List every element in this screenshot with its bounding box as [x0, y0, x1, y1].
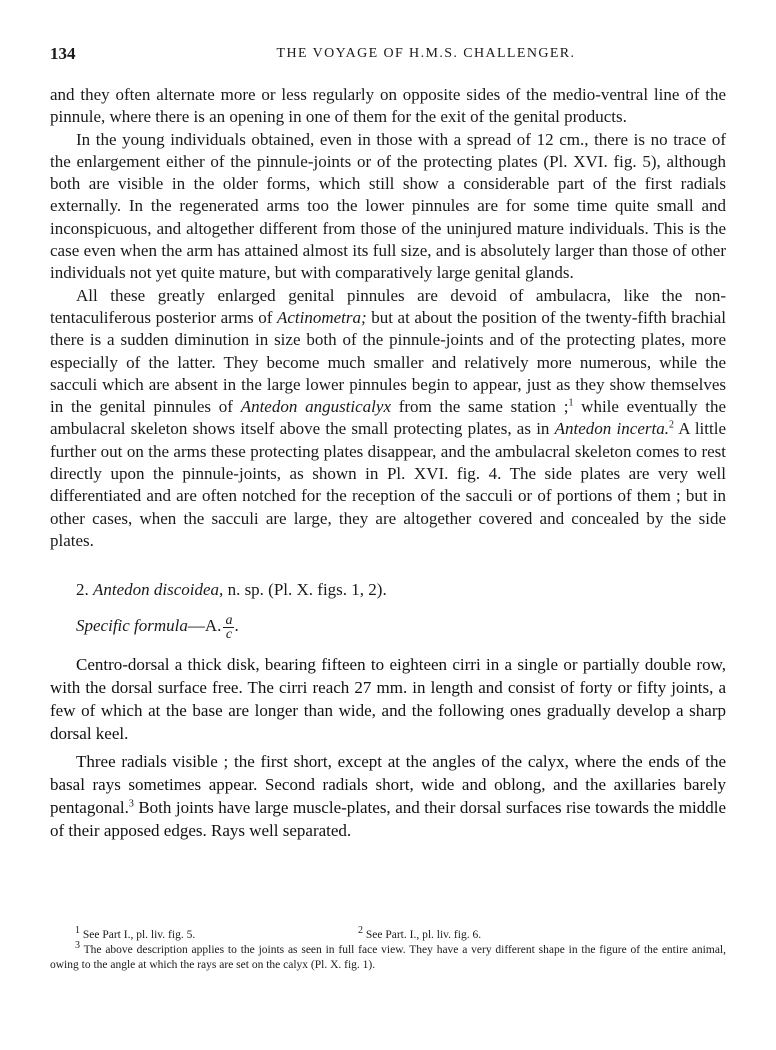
footnote-3: 3 The above description applies to the joints as seen in full face view. They have a very different shape in the figure of the entire animal, owing to the angle at which the rays are set on the calyx (Pl. X. fig. 1).	[50, 940, 726, 971]
footnote-ref-2: 2	[668, 419, 674, 431]
taxon-actinometra: Actinometra;	[276, 307, 367, 327]
species-heading: 2. Antedon discoidea, n. sp. (Pl. X. figs. 1, 2).	[76, 580, 387, 600]
paragraph-radials: Three radials visible ; the first short, except at the angles of the calyx, where the ends of the basal rays sometimes appear. Second radials short, wide and oblong, and the axillaries barely pentagonal.$^3$ Both joints have large muscle-plates, and their dorsal surfaces rise towards the middle of their apposed edges. Rays well separated.	[50, 752, 726, 841]
paragraph-continued: and they often alternate more or less regularly on opposite sides of the medio-ventral line of the pinnule, where there is an opening in one of them for the exit of the genital products.	[50, 85, 726, 127]
page-header	[50, 44, 750, 68]
footnote-2: 2 See Part. I., pl. liv. fig. 6.	[358, 925, 482, 941]
species-description	[50, 653, 726, 842]
species-name: Antedon discoidea,	[93, 580, 224, 600]
paragraph-centro-dorsal: Centro-dorsal a thick disk, bearing fifteen to eighteen cirri in a single or partially double row, with the dorsal surface free. The cirri reach 27 mm. in length and consist of forty or fifty joints, a few of which at the base are longer than wide, and the following ones gradually develop a sharp dorsal keel.	[50, 655, 726, 744]
formula-fraction	[223, 614, 234, 641]
paragraph-genital-pinnules: All these greatly enlarged genital pinnules are devoid of ambulacra, like the non-tentaculiferous posterior arms of Actinometra; but at about the position of the twenty-fifth brachial there is a sudden diminution in size both of the pinnule-joints and of the protecting plates, more especially of the latter. They become much smaller and relatively more numerous, while the sacculi which are absent in the large lower pinnules begin to appear, just as they show themselves in the genital pinnules of Antedon angusticalyx from the same station ;$^1$ while eventually the ambulacral skeleton shows itself above the small protecting plates, as in Antedon incerta.$^2$ A little further out on the arms these protecting plates disappear, and the ambulacral skeleton comes to rest directly upon the pinnule-joints, as shown in Pl. XVI. fig. 4. The side plates are very well differentiated and are often notched for the reception of the sacculi or of portions of them ; but in other cases, when the sacculi are large, they are altogether covered and concealed by the side plates.	[50, 285, 727, 550]
footnote-ref-1: 1	[568, 397, 574, 409]
formula-numerator: a	[225, 612, 233, 628]
specific-formula: Specific formula—A. $\frac{a}{c}$ .	[76, 612, 239, 642]
page-body	[50, 84, 726, 847]
footnote-1: 1 See Part I., pl. liv. fig. 5.	[75, 925, 196, 941]
paragraph-young-individuals: In the young individuals obtained, even in those with a spread of 12 cm., there is no trace of the enlargement either of the pinnule-joints or of the protecting plates (Pl. XVI. fig. 5), although both are visible in the older forms, which still show a considerable part of the first radials externally. In the regenerated arms too the lower pinnules are for some time quite small and inconspicuous, and altogether different from those of the uninjured mature individuals. This is the case even when the arm has attained almost its full size, and is absolutely larger than those of other individuals not yet quite mature, but with comparatively large genital glands.	[50, 129, 726, 283]
footnote-row	[50, 925, 726, 943]
running-title: THE VOYAGE OF H.M.S. CHALLENGER.	[276, 46, 576, 61]
section-gap	[50, 552, 726, 579]
formula-label: Specific formula	[76, 616, 188, 636]
footnotes	[50, 925, 726, 973]
taxon-antedon-incerta: Antedon incerta.	[554, 419, 669, 439]
page-number: 134	[50, 44, 76, 63]
formula-denominator: c	[225, 626, 233, 642]
footnote-ref-3: 3	[128, 798, 134, 810]
taxon-antedon-angusticalyx: Antedon angusticalyx	[240, 397, 391, 417]
